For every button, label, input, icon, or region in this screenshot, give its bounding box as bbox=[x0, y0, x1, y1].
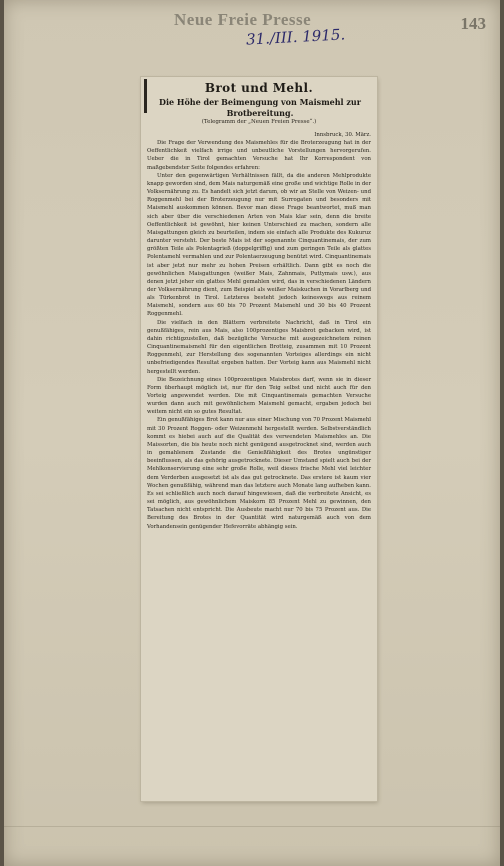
article-subtitle: Die Höhe der Beimengung von Maismehl zur Brotbereitung. bbox=[159, 97, 361, 118]
paper-fold-line bbox=[4, 826, 500, 827]
article-dateline: Innsbruck, 30. März. bbox=[314, 132, 371, 138]
article-paragraph: Die Bezeichnung eines 100prozentigen Maisbrotes darf, wenn sie in dieser Form überhaupt möglich ist, nur für den Teig selbst und nicht auch für den Vorteig angewendet werden. Die mit Cinquantinemais gemachten Versuche wurden dann auch mit gewöhnlichem Maismehl gemacht, ergaben jedoch bei weitem nicht ein so gutes Resultat. bbox=[147, 376, 371, 416]
article-paragraph: Ein genußfähiges Brot kann nur aus einer Mischung von 70 Prozent Maismehl mit 30 Prozent Roggen- oder Weizenmehl hergestellt werden. Selbstverständlich kommt es hiebei auch auf die Qualität des verwendeten Maismehles an. Die Maissorten, die bis heute noch nicht genügend ausgetrocknet sind, werden auch in gemahlenem Zustande die Genießfähigkeit des Brotes ungünstiger beeinflussen, als das gehörig ausgetrocknete. Dieser Umstand spielt auch bei der Mehlkonservierung eine sehr große Rolle, weil dieses frische Mehl viel leichter dem Verderben ausgesetzt ist als das gut getrocknete. Das erstere ist kaum vier Wochen genußfähig, während man das letztere auch Monate lang aufheben kann. Es sei schließlich auch noch darauf hingewiesen, daß die verbreitete Ansicht, es sei möglich, aus gewöhnlichem Maiskorn 85 Prozent Mehl zu gewinnen, den Tatsachen nicht entspricht. Die Ausbeute macht nur 70 bis 75 Prozent aus. Die Bereitung des Brotes in der Quantität wird naturgemäß auch von dem Vorhandensein genügender Hefevorräte abhängig sein. bbox=[147, 417, 371, 530]
newspaper-clipping bbox=[141, 77, 377, 801]
newspaper-header: Neue Freie Presse bbox=[174, 10, 312, 29]
archive-page bbox=[4, 0, 500, 866]
article-body bbox=[147, 131, 371, 531]
page-number: 143 bbox=[460, 14, 486, 33]
article-paragraph: Die Frage der Verwendung des Maismehles für die Broterzeugung hat in der Oeffentlichkeit vielfach irrige und unbeutliche Vorstellungen hervorgerufen. Ueber die in Tirol gemachten Versuche hat Ihr Korrespondent von maßgebendster Seite folgendes erfahren: bbox=[147, 140, 371, 171]
article-paragraph: Unter den gegenwärtigen Verhältnissen fällt, da die anderen Mehlprodukte knapp geworden sind, dem Mais naturgemäß eine große und wichtige Rolle in der Volksernährung zu. Es handelt sich jetzt darum, ob wir an Stelle von Weizen- und Roggenmehl bei der Broterzeugung nur mit Surrogaten und besonders mit Maismehl auskommen können. Bevor man diese Frage beantwortet, muß man sich aber über die verschiedenen Arten von Mais klar sein, denn die breite Oeffentlichkeit ist gewöhnt, hier keinen Unterschied zu machen, sondern alle Maisgattungen gleich zu beurteilen, indem sie einfach alle Produkte des Kukuruz darunter versteht. Der beste Mais ist der sogenannte Cinquantinemais, der zum größten Teile als Polentagrieß (doppelgriffig) und zum geringen Teile als glattes Polentamehl vermahlen und zur Polentaerzeugung benützt wird. Cinquantinemais ist aber jetzt nur mehr zu hohen Preisen erhältlich. Dann gibt es noch die gewöhnlichen Maisgattungen (weißer Mais, Zahnmais, Puttymais usw.), aus denen jetzt jeher ein glattes Mehl gemahlen wird, das in verschiedenen Ländern der Volksernährung dient, zum Beispiel als weißer Maiskuchen in Vorarlberg und als Türkenbrot in Tirol. Letzteres besteht jedoch keineswegs aus reinem Maismehl, sondern aus 60 bis 70 Prozent Maismehl und 30 bis 40 Prozent Roggenmehl. bbox=[147, 172, 371, 318]
telegram-note: (Telegramm der „Neuen Freien Presse“.) bbox=[201, 119, 317, 125]
article-title: Brot und Mehl. bbox=[204, 81, 314, 95]
handwritten-date: 31./III. 1915. bbox=[245, 25, 346, 49]
article-paragraph: Die vielfach in den Blättern verbreitete Nachricht, daß in Tirol ein genußfähiges, rein aus Mais, also 100prozentiges Maisbrot gebacken wird, ist dahin richtigzustellen, daß bezügliche Versuche mit ausgezeichnetem reinen Cinquantinemaismehl für den eigentlichen Brotteig, zusammen mit 10 Prozent Roggenmehl, zur Herstellung des sogenannten Vorteiges allerdings ein nicht unbefriedigendes Resultat ergeben hatten. Der Vorteig kann aus Maismehl nicht hergestellt werden. bbox=[147, 319, 371, 375]
